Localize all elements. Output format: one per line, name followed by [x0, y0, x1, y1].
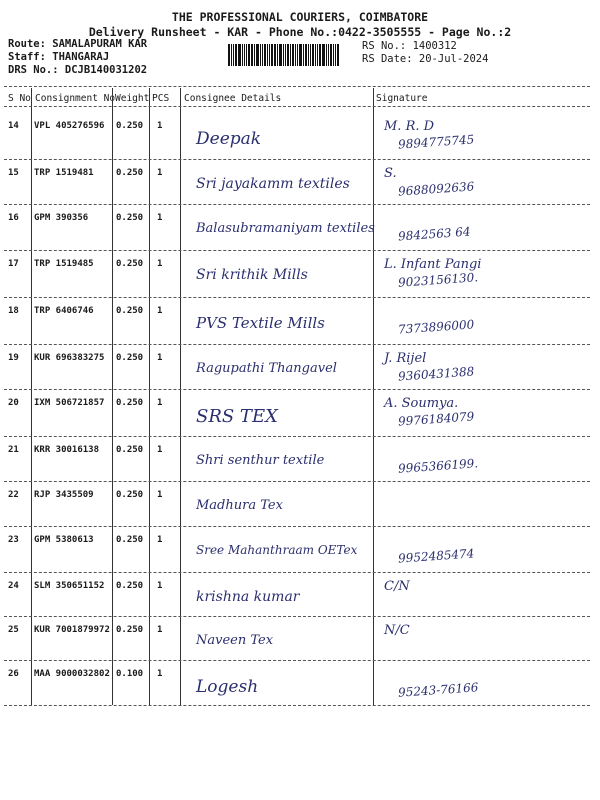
barcode-bar: [312, 44, 314, 66]
col-consignment: Consignment No: [35, 93, 116, 104]
row-consignment-no: IXM 506721857: [34, 398, 105, 408]
barcode-bar: [271, 44, 273, 66]
rs-no-value: 1400312: [412, 40, 457, 52]
barcode-bar: [319, 44, 321, 66]
col-weight: Weight: [115, 93, 150, 104]
row-sno: 21: [8, 445, 19, 455]
col-consignee: Consignee Details: [184, 93, 282, 104]
barcode-bar: [267, 44, 268, 66]
row-weight: 0.250: [116, 353, 144, 363]
row-weight: 0.250: [116, 445, 144, 455]
barcode-bar: [337, 44, 339, 66]
barcode-bar: [283, 44, 284, 66]
row-pcs: 1: [157, 398, 163, 408]
barcode-bar: [315, 44, 316, 66]
route-line: [8, 38, 147, 50]
header-top-rule: [4, 86, 590, 87]
barcode-bar: [279, 44, 282, 66]
row-signature-note: 9023156130.: [397, 270, 479, 290]
barcode-bar: [242, 44, 243, 66]
col-signature: Signature: [376, 93, 428, 104]
barcode-bar: [244, 44, 245, 66]
row-signature-note: 9894775745: [397, 132, 475, 152]
row-pcs: 1: [157, 445, 163, 455]
row-weight: 0.250: [116, 306, 144, 316]
rs-no-label: RS No.:: [362, 40, 407, 52]
row-signature: J. Rijel: [384, 351, 427, 366]
col-divider: [31, 88, 32, 705]
barcode-bar: [277, 44, 278, 66]
barcode-bar: [308, 44, 309, 66]
row-consignee-details: Naveen Tex: [196, 633, 274, 648]
row-consignment-no: TRP 1519485: [34, 259, 94, 269]
barcode-bar: [274, 44, 276, 66]
route-label: Route:: [8, 38, 46, 50]
barcode-bar: [310, 44, 311, 66]
row-sno: 15: [8, 168, 19, 178]
rs-no-line: [362, 40, 457, 52]
drs-line: [8, 64, 147, 76]
company-title: THE PROFESSIONAL COURIERS, COIMBATORE: [171, 10, 429, 24]
row-consignment-no: VPL 405276596: [34, 121, 105, 131]
col-divider: [149, 88, 150, 705]
row-separator: [4, 481, 590, 482]
col-divider: [112, 88, 113, 705]
row-signature-note: 9360431388: [397, 364, 475, 384]
barcode-bar: [235, 44, 237, 66]
barcode-bar: [328, 44, 329, 66]
barcode-bar: [264, 44, 266, 66]
row-pcs: 1: [157, 535, 163, 545]
barcode-bar: [292, 44, 294, 66]
staff-line: [8, 51, 109, 63]
barcode-bar: [317, 44, 318, 66]
barcode-bar: [228, 44, 230, 66]
row-sno: 14: [8, 121, 19, 131]
row-separator: [4, 616, 590, 617]
row-separator: [4, 297, 590, 298]
barcode-bar: [326, 44, 327, 66]
row-sno: 18: [8, 306, 19, 316]
row-weight: 0.250: [116, 625, 144, 635]
row-consignment-no: KUR 696383275: [34, 353, 105, 363]
row-signature: C/N: [384, 579, 410, 594]
row-signature-note: 9952485474: [397, 546, 475, 566]
barcode-bar: [295, 44, 296, 66]
row-weight: 0.250: [116, 259, 144, 269]
route-value: SAMALAPURAM KAR: [52, 38, 148, 50]
row-consignment-no: GPM 5380613: [34, 535, 94, 545]
row-signature-note: 95243-76166: [397, 680, 479, 700]
row-consignee-details: SRS TEX: [196, 406, 278, 427]
row-consignment-no: GPM 390356: [34, 213, 89, 223]
row-signature: M. R. D: [384, 119, 435, 134]
row-sno: 25: [8, 625, 19, 635]
barcode-bar: [299, 44, 302, 66]
row-weight: 0.250: [116, 121, 144, 131]
row-consignee-details: Ragupathi Thangavel: [196, 361, 337, 376]
row-pcs: 1: [157, 625, 163, 635]
row-weight: 0.250: [116, 213, 144, 223]
row-weight: 0.250: [116, 398, 144, 408]
col-sno: S No: [8, 93, 31, 104]
row-separator: [4, 159, 590, 160]
row-pcs: 1: [157, 490, 163, 500]
rs-date-value: 20-Jul-2024: [418, 53, 489, 65]
row-signature-note: 9688092636: [397, 179, 475, 199]
row-consignee-details: PVS Textile Mills: [196, 314, 325, 332]
row-consignment-no: MAA 9000032802: [34, 669, 110, 679]
barcode-bar: [297, 44, 298, 66]
row-separator: [4, 572, 590, 573]
row-weight: 0.250: [116, 168, 144, 178]
row-consignment-no: SLM 350651152: [34, 581, 105, 591]
row-consignment-no: KUR 7001879972: [34, 625, 110, 635]
row-signature: A. Soumya.: [384, 396, 459, 411]
row-pcs: 1: [157, 259, 163, 269]
col-divider: [180, 88, 181, 705]
row-pcs: 1: [157, 353, 163, 363]
barcode-bar: [303, 44, 304, 66]
row-signature: S.: [384, 166, 397, 181]
barcode-bar: [305, 44, 307, 66]
row-sno: 23: [8, 535, 19, 545]
col-divider: [373, 88, 374, 705]
row-pcs: 1: [157, 306, 163, 316]
row-separator: [4, 250, 590, 251]
drs-value: DCJB140031202: [64, 64, 148, 76]
barcode-bar: [330, 44, 332, 66]
row-weight: 0.100: [116, 669, 144, 679]
row-pcs: 1: [157, 168, 163, 178]
row-separator: [4, 344, 590, 345]
row-consignee-details: Madhura Tex: [196, 498, 283, 513]
col-pcs: PCS: [152, 93, 170, 104]
row-separator: [4, 436, 590, 437]
row-pcs: 1: [157, 121, 163, 131]
barcode-bar: [262, 44, 263, 66]
row-sno: 24: [8, 581, 19, 591]
drs-label: DRS No.:: [8, 64, 59, 76]
row-consignment-no: TRP 1519481: [34, 168, 94, 178]
barcode-bar: [246, 44, 247, 66]
row-consignee-details: krishna kumar: [196, 589, 300, 605]
row-sno: 16: [8, 213, 19, 223]
row-consignment-no: TRP 6406746: [34, 306, 94, 316]
barcode-bar: [233, 44, 234, 66]
barcode-bar: [254, 44, 255, 66]
rs-date-label: RS Date:: [362, 53, 413, 65]
barcode-bar: [238, 44, 241, 66]
barcode-bar: [231, 44, 232, 66]
barcode-bar: [287, 44, 289, 66]
row-separator: [4, 660, 590, 661]
row-signature-note: 9842563 64: [397, 224, 471, 244]
row-signature-note: 9976184079: [397, 409, 475, 429]
row-weight: 0.250: [116, 581, 144, 591]
row-signature-note: 9965366199.: [397, 456, 479, 476]
barcode-bar: [290, 44, 291, 66]
row-separator: [4, 705, 590, 706]
staff-value: THANGARAJ: [52, 51, 110, 63]
row-pcs: 1: [157, 213, 163, 223]
header-bottom-rule: [4, 106, 590, 107]
row-signature-note: 7373896000: [397, 317, 475, 337]
row-separator: [4, 526, 590, 527]
barcode-bar: [248, 44, 250, 66]
row-signature: L. Infant Pangi: [384, 257, 482, 272]
rs-date-line: [362, 53, 488, 65]
row-weight: 0.250: [116, 535, 144, 545]
barcode-bar: [269, 44, 270, 66]
row-separator: [4, 204, 590, 205]
row-weight: 0.250: [116, 490, 144, 500]
row-sno: 22: [8, 490, 19, 500]
row-pcs: 1: [157, 581, 163, 591]
row-sno: 20: [8, 398, 19, 408]
barcode-bar: [333, 44, 334, 66]
row-sno: 17: [8, 259, 19, 269]
staff-label: Staff:: [8, 51, 46, 63]
row-consignment-no: RJP 3435509: [34, 490, 94, 500]
barcode-bar: [322, 44, 325, 66]
barcode-bar: [256, 44, 259, 66]
row-consignee-details: Sree Mahanthraam OETex: [196, 543, 358, 557]
row-sno: 19: [8, 353, 19, 363]
row-separator: [4, 389, 590, 390]
row-pcs: 1: [157, 669, 163, 679]
runsheet-subtitle: Delivery Runsheet - KAR - Phone No.:0422-3505555 - Page No.:2: [88, 25, 512, 39]
row-sno: 26: [8, 669, 19, 679]
row-consignee-details: Logesh: [196, 677, 259, 697]
row-consignee-details: Sri jayakamm textiles: [196, 176, 350, 192]
row-consignee-details: Deepak: [196, 129, 262, 149]
row-signature: N/C: [384, 623, 410, 638]
barcode-bar: [335, 44, 336, 66]
row-consignee-details: Sri krithik Mills: [196, 267, 308, 283]
barcode-bar: [260, 44, 261, 66]
barcode: [228, 44, 356, 66]
row-consignment-no: KRR 30016138: [34, 445, 100, 455]
barcode-bar: [285, 44, 286, 66]
barcode-bar: [251, 44, 253, 66]
row-consignee-details: Balasubramaniyam textiles: [196, 221, 375, 236]
row-consignee-details: Shri senthur textile: [196, 453, 325, 468]
